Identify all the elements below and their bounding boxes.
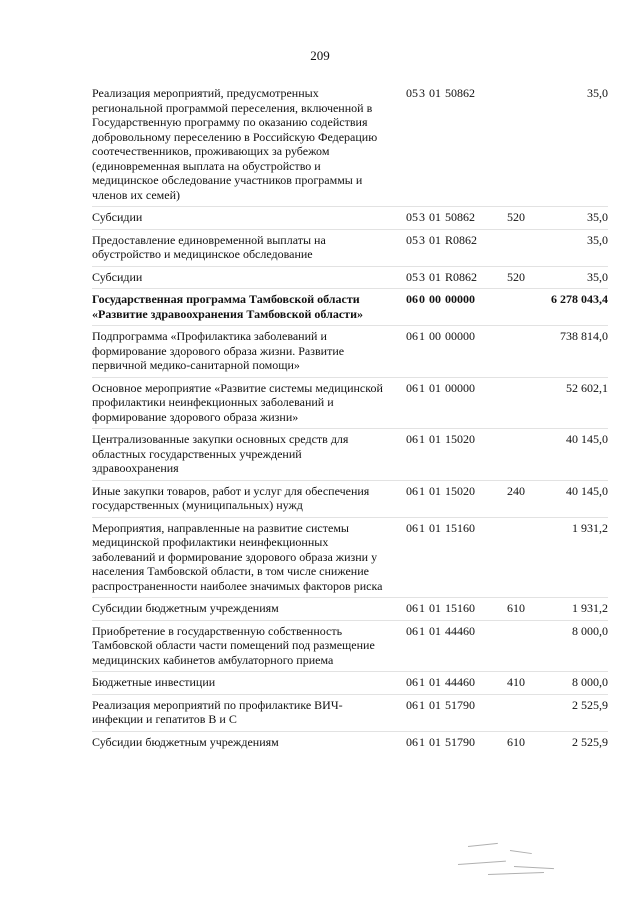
table-row [92, 698, 608, 731]
program-code: 06 [406, 483, 418, 498]
target-article-code [406, 624, 487, 639]
program-code: 05 [406, 86, 418, 100]
row-amount: 8 000,0 [572, 623, 608, 638]
row-name: Мероприятия, направленные на развитие системы медицинской профилактики неинфекционных заболеваний и формирование здорового образа жизни у населения Тамбовской области, в том числе снижение распространенности наиболее значимых факторов риска [92, 520, 383, 593]
row-name: Субсидии [92, 210, 143, 224]
subprogram-code: 1 [419, 520, 425, 535]
expense-type-code: 520 [507, 269, 525, 284]
table-row [92, 381, 608, 429]
row-amount: 52 602,1 [566, 380, 608, 395]
row-divider [92, 325, 608, 326]
direction-code: 15020 [445, 432, 475, 446]
row-divider [92, 229, 608, 230]
subprogram-code: 3 [419, 86, 425, 100]
direction-code: 15160 [445, 520, 475, 535]
direction-code: 00000 [445, 329, 475, 343]
target-article-code [406, 210, 487, 225]
subprogram-code: 1 [419, 697, 425, 712]
table-row [92, 86, 608, 206]
row-amount: 2 525,9 [572, 734, 608, 749]
direction-code: 15020 [445, 483, 475, 498]
row-name: Реализация мероприятий, предусмотренных региональной программой переселения, включенной в Государственную программу по оказанию содействия добровольному переселению в Российскую Федерацию соотечественников, проживающих за рубежом (единовременная выплата на обустройство и медицинское обследование участников программы и членов их семей) [92, 86, 378, 202]
row-name: Предоставление единовременной выплаты на обустройство и медицинское обследование [92, 232, 326, 261]
program-code: 06 [406, 520, 418, 535]
row-divider [92, 731, 608, 732]
target-article-code [406, 233, 487, 248]
row-name: Подпрограмма «Профилактика заболеваний и формирование здорового образа жизни. Развитие первичной медико-санитарной помощи» [92, 329, 345, 372]
program-code: 06 [406, 601, 418, 615]
row-name: Централизованные закупки основных средств для областных государственных учреждений здравоохранения [92, 432, 349, 475]
row-divider [92, 620, 608, 621]
row-amount: 35,0 [587, 86, 608, 100]
main-event-code: 01 [429, 623, 441, 638]
row-amount: 35,0 [587, 269, 608, 284]
subprogram-code: 3 [419, 210, 425, 224]
program-code: 06 [406, 734, 418, 749]
target-article-code [406, 270, 487, 285]
direction-code: 00000 [445, 380, 475, 395]
subprogram-code: 1 [419, 432, 425, 446]
table-row [92, 270, 608, 289]
row-name: Приобретение в государственную собственность Тамбовской области части помещений под размещение медицинских кабинетов амбулаторного приема [92, 623, 375, 667]
direction-code: 50862 [445, 86, 475, 100]
table-row [92, 521, 608, 598]
subprogram-code: 1 [419, 601, 425, 615]
table-row [92, 735, 608, 754]
table-row [92, 233, 608, 266]
subprogram-code: 0 [419, 292, 425, 306]
main-event-code: 01 [429, 432, 441, 446]
program-code: 06 [406, 432, 418, 446]
target-article-code [406, 521, 487, 536]
target-article-code [406, 735, 487, 750]
program-code: 06 [406, 380, 418, 395]
row-amount: 8 000,0 [572, 675, 608, 689]
expense-type-code: 240 [507, 483, 525, 498]
program-code: 06 [406, 675, 418, 689]
program-code: 05 [406, 210, 418, 224]
row-name: Субсидии бюджетным учреждениям [92, 734, 279, 749]
main-event-code: 01 [429, 697, 441, 712]
direction-code: R0862 [445, 232, 478, 247]
target-article-code [406, 698, 487, 713]
program-code: 05 [406, 232, 418, 247]
table-row [92, 624, 608, 672]
row-divider [92, 671, 608, 672]
row-amount: 35,0 [587, 232, 608, 247]
row-amount: 1 931,2 [572, 601, 608, 615]
table-row [92, 432, 608, 480]
target-article-code [406, 381, 487, 396]
expense-type-code: 610 [507, 734, 525, 749]
target-article-code [406, 675, 487, 690]
row-name: Субсидии бюджетным учреждениям [92, 601, 279, 615]
subprogram-code: 1 [419, 623, 425, 638]
table-row [92, 329, 608, 377]
main-event-code: 01 [429, 269, 441, 284]
main-event-code: 01 [429, 210, 441, 224]
row-name: Иные закупки товаров, работ и услуг для обеспечения государственных (муниципальных) нужд [92, 483, 370, 512]
row-divider [92, 288, 608, 289]
main-event-code: 00 [429, 329, 441, 343]
target-article-code [406, 292, 487, 307]
expense-type-code: 410 [507, 675, 525, 689]
main-event-code: 00 [429, 292, 441, 306]
table-row [92, 292, 608, 325]
target-article-code [406, 432, 487, 447]
row-amount: 40 145,0 [566, 432, 608, 446]
row-amount: 2 525,9 [572, 697, 608, 712]
row-name: Бюджетные инвестиции [92, 675, 216, 689]
target-article-code [406, 329, 487, 344]
table-row [92, 675, 608, 694]
subprogram-code: 1 [419, 380, 425, 395]
program-code: 06 [406, 329, 418, 343]
row-divider [92, 428, 608, 429]
target-article-code [406, 484, 487, 499]
row-name: Основное мероприятие «Развитие системы медицинской профилактики неинфекционных заболеваний и формирование здорового образа жизни» [92, 380, 383, 424]
program-code: 06 [406, 623, 418, 638]
direction-code: 15160 [445, 601, 475, 615]
main-event-code: 01 [429, 601, 441, 615]
row-name: Государственная программа Тамбовской области «Развитие здравоохранения Тамбовской области» [92, 292, 363, 321]
subprogram-code: 1 [419, 483, 425, 498]
row-amount: 35,0 [587, 210, 608, 224]
direction-code: 00000 [445, 292, 475, 306]
row-divider [92, 377, 608, 378]
row-amount: 6 278 043,4 [551, 292, 608, 306]
row-amount: 1 931,2 [572, 520, 608, 535]
row-divider [92, 694, 608, 695]
target-article-code [406, 86, 487, 101]
row-amount: 738 814,0 [560, 329, 608, 343]
main-event-code: 01 [429, 675, 441, 689]
table-row [92, 484, 608, 517]
subprogram-code: 3 [419, 269, 425, 284]
row-divider [92, 206, 608, 207]
main-event-code: 01 [429, 734, 441, 749]
row-divider [92, 266, 608, 267]
table-row [92, 210, 608, 229]
main-event-code: 01 [429, 520, 441, 535]
row-divider [92, 597, 608, 598]
main-event-code: 01 [429, 483, 441, 498]
subprogram-code: 3 [419, 232, 425, 247]
expense-type-code: 610 [507, 601, 525, 615]
program-code: 06 [406, 697, 418, 712]
subprogram-code: 1 [419, 675, 425, 689]
main-event-code: 01 [429, 380, 441, 395]
row-name: Реализация мероприятий по профилактике ВИЧ-инфекции и гепатитов В и С [92, 697, 343, 726]
faded-stamp-mark [458, 840, 578, 880]
direction-code: 44460 [445, 675, 475, 689]
direction-code: 51790 [445, 697, 475, 712]
target-article-code [406, 601, 487, 616]
row-amount: 40 145,0 [566, 483, 608, 498]
program-code: 06 [406, 292, 418, 306]
subprogram-code: 1 [419, 329, 425, 343]
page-number: 209 [310, 48, 330, 63]
table-row [92, 601, 608, 620]
subprogram-code: 1 [419, 734, 425, 749]
direction-code: 44460 [445, 623, 475, 638]
direction-code: R0862 [445, 269, 478, 284]
main-event-code: 01 [429, 86, 441, 100]
row-divider [92, 480, 608, 481]
direction-code: 50862 [445, 210, 475, 224]
row-divider [92, 517, 608, 518]
program-code: 05 [406, 269, 418, 284]
row-name: Субсидии [92, 269, 143, 284]
expense-type-code: 520 [507, 210, 525, 224]
budget-table [92, 86, 608, 753]
main-event-code: 01 [429, 232, 441, 247]
direction-code: 51790 [445, 734, 475, 749]
